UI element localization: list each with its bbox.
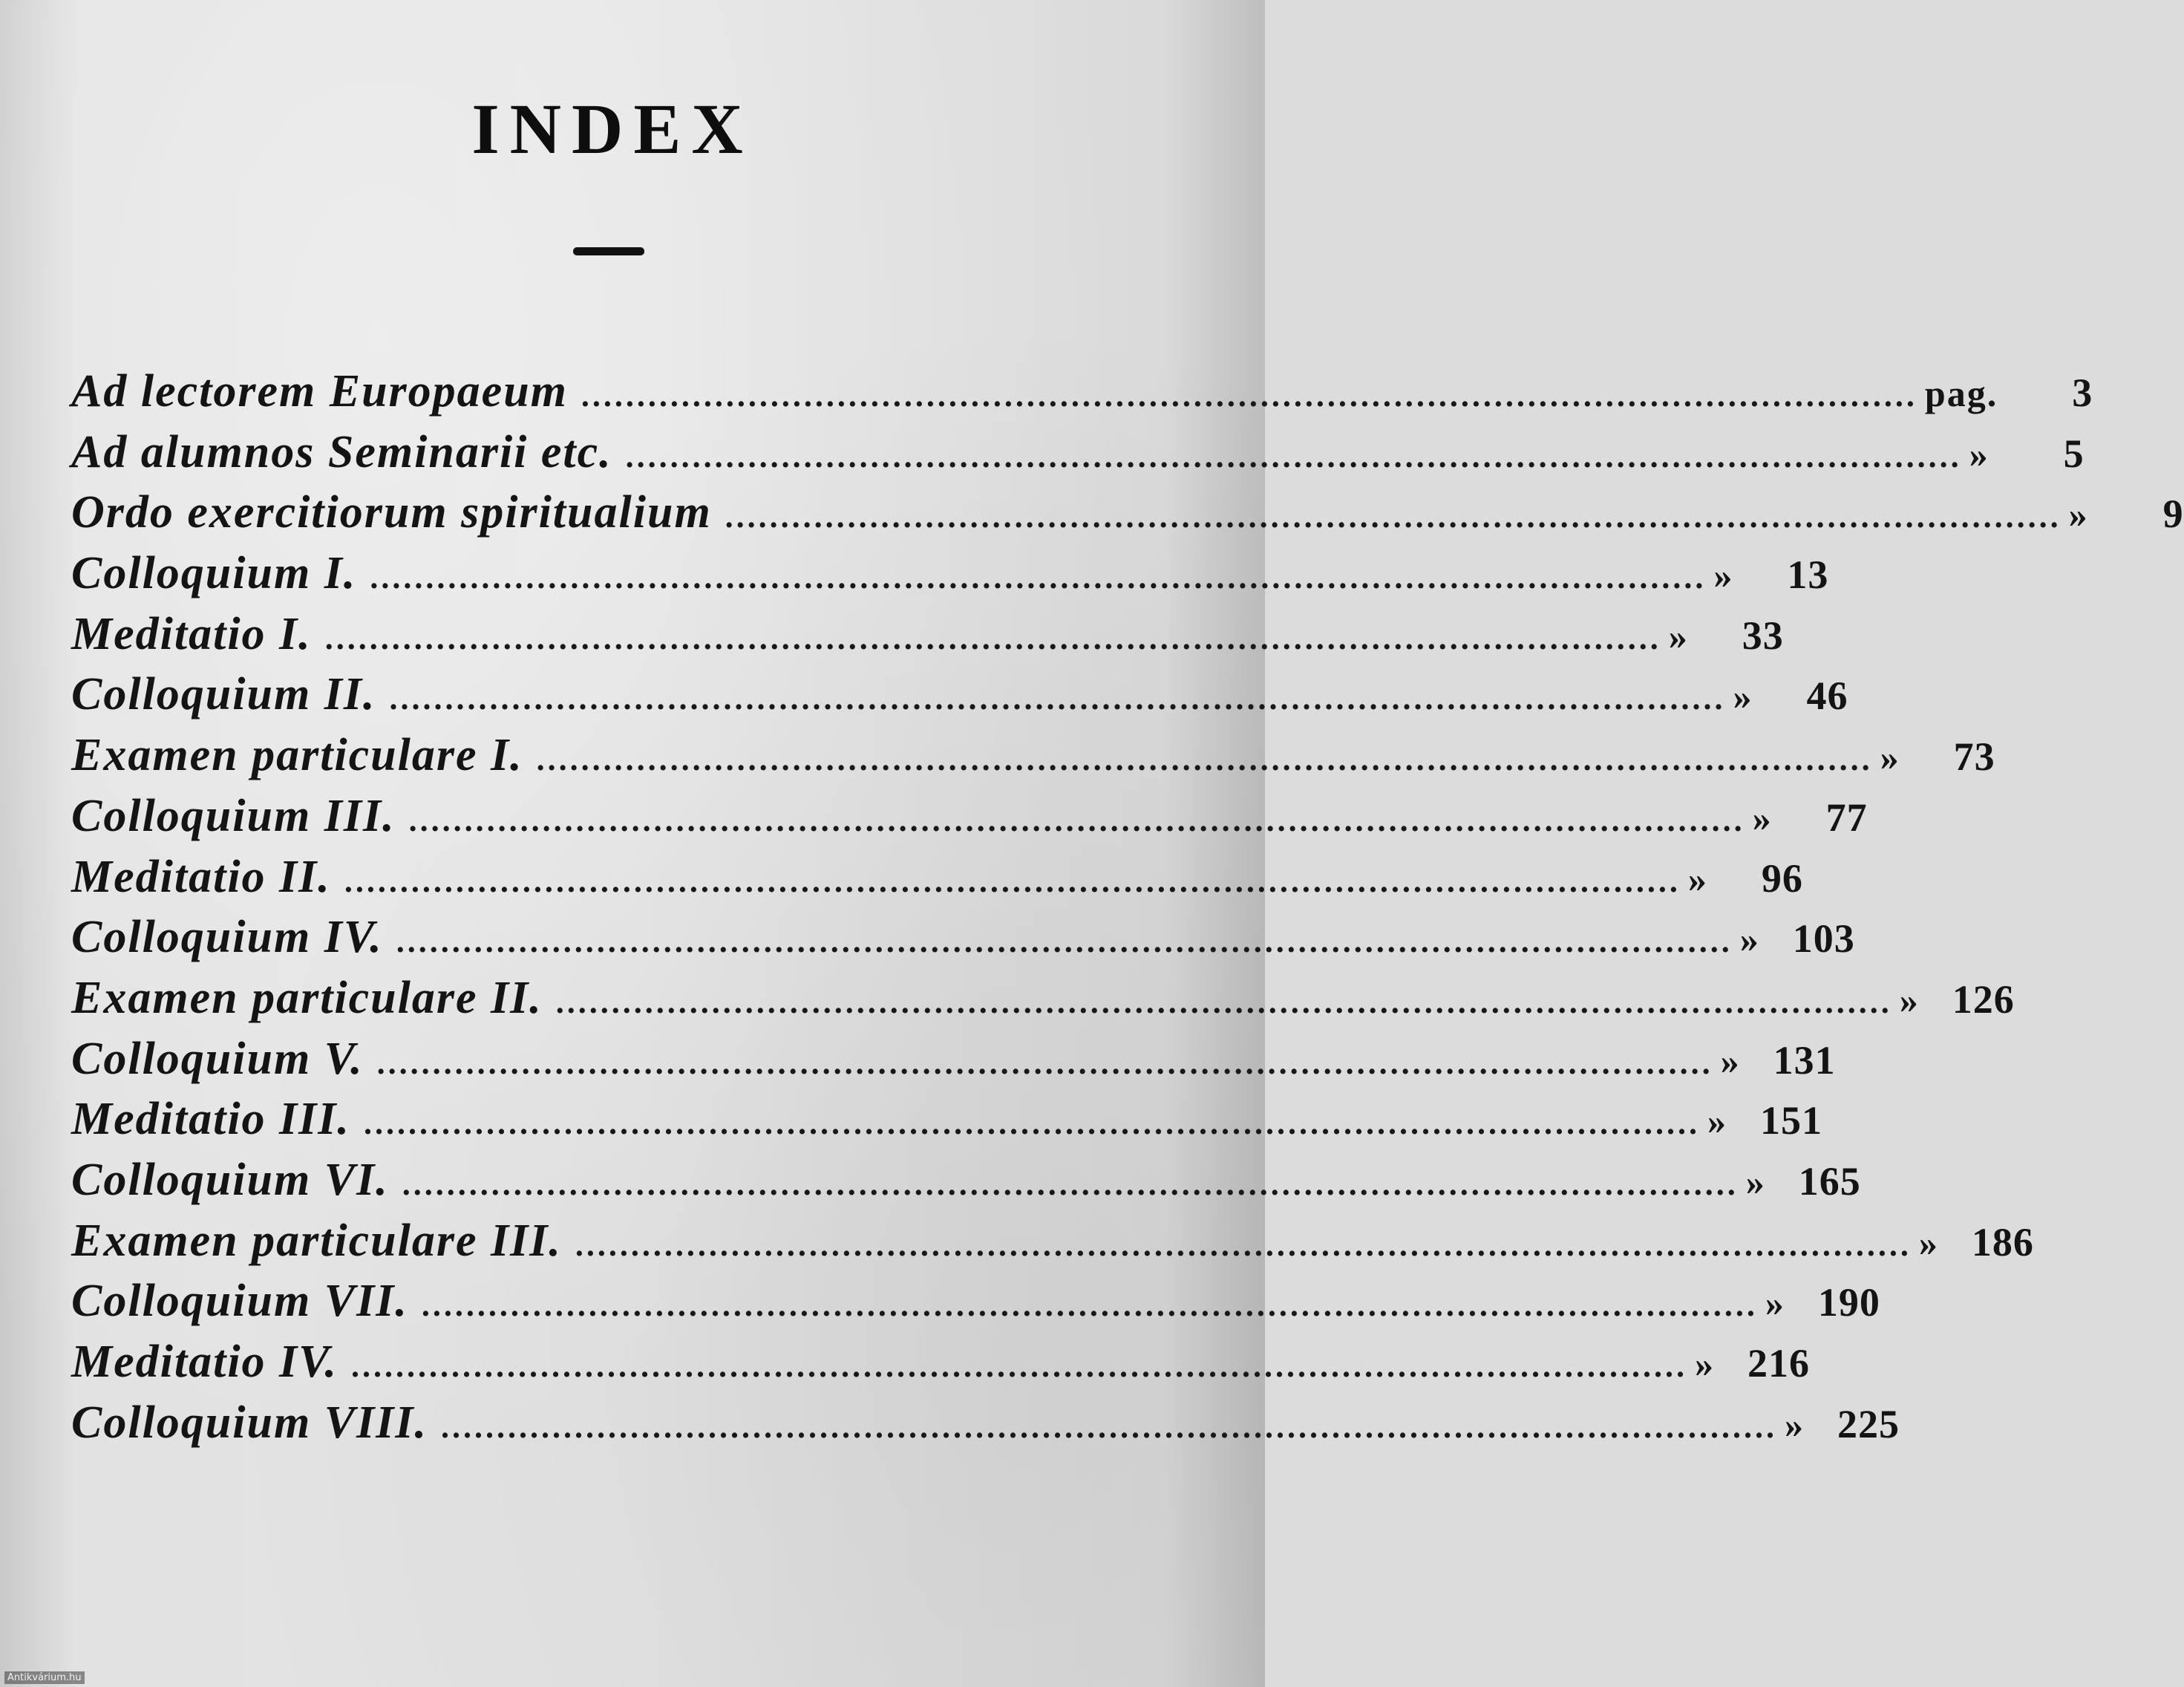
entry-marker: »: [1739, 918, 1760, 961]
entry-title: Meditatio I.: [71, 608, 312, 659]
entry-page-number: 151: [1759, 1098, 1822, 1143]
entry-title: Ad lectorem Europaeum: [71, 366, 568, 417]
entry-title: Colloquium IV.: [71, 912, 383, 963]
dot-leader: ........................................................................................................................: [408, 801, 1745, 838]
entry-marker: »: [1918, 1221, 1939, 1264]
dot-leader: ........................................................................................................................: [344, 862, 1681, 899]
dot-leader: ........................................................................................................................: [725, 498, 2062, 535]
entry-title: Ad alumnos Seminarii etc.: [71, 426, 612, 477]
page-title: INDEX: [471, 89, 753, 169]
dot-leader: ........................................................................................................................: [396, 923, 1733, 960]
entry-marker: »: [1745, 1161, 1766, 1203]
dot-leader: ........................................................................................................................: [402, 1165, 1739, 1202]
index-entry: [71, 790, 1868, 851]
entry-marker: »: [1969, 433, 1990, 475]
entry-page-number: 3: [2072, 371, 2093, 415]
entry-title: Colloquium VI.: [71, 1154, 389, 1205]
entry-title: Colloquium VIII.: [71, 1397, 428, 1448]
dot-leader: ........................................................................................................................: [370, 559, 1707, 596]
entry-title: Colloquium I.: [71, 548, 357, 599]
entry-title: Colloquium V.: [71, 1033, 364, 1084]
index-entry: [71, 668, 1848, 729]
entry-marker: »: [1752, 797, 1773, 839]
dot-leader: ........................................................................................................................: [555, 983, 1892, 1020]
dot-leader: ........................................................................................................................: [440, 1408, 1777, 1445]
entry-page-number: 46: [1806, 673, 1848, 719]
index-entry: [71, 1033, 1836, 1094]
entry-title: Examen particulare I.: [71, 730, 523, 781]
watermark-label: Antikvárium.hu: [4, 1671, 85, 1684]
entry-page-number: 103: [1792, 916, 1855, 962]
entry-page-number: 33: [1742, 613, 1784, 658]
dot-leader: ........................................................................................................................: [389, 680, 1726, 717]
entry-marker: »: [1668, 615, 1689, 657]
index-entry: [71, 426, 2085, 487]
entry-title: Meditatio III.: [71, 1094, 350, 1145]
entry-title: Colloquium III.: [71, 790, 396, 841]
entry-page-number: 13: [1787, 552, 1829, 598]
entry-page-number: 190: [1817, 1280, 1880, 1325]
entry-marker: »: [1784, 1403, 1805, 1446]
entry-page-number: 5: [2063, 431, 2085, 476]
entry-marker: »: [1765, 1282, 1785, 1325]
index-entry: [71, 365, 2093, 426]
index-entry: [71, 1336, 1811, 1397]
dot-leader: ........................................................................................................................: [581, 377, 1917, 414]
entry-marker: pag.: [1924, 373, 1998, 414]
entry-title: Meditatio IV.: [71, 1337, 339, 1387]
dot-leader: ........................................................................................................................: [324, 619, 1661, 656]
index-entry: [71, 1275, 1880, 1336]
index-entry: [71, 1397, 1900, 1458]
entry-marker: »: [1713, 555, 1734, 597]
entry-marker: »: [1707, 1100, 1727, 1143]
entry-page-number: 216: [1747, 1341, 1811, 1386]
entry-page-number: 126: [1952, 976, 2015, 1022]
index-entry: [71, 1215, 2034, 1276]
dot-leader: ........................................................................................................................: [376, 1044, 1713, 1081]
index-entry: [71, 1093, 1822, 1154]
entry-title: Ordo exercitiorum spiritualium: [71, 487, 712, 538]
index-entry: [71, 547, 1829, 608]
entry-marker: »: [1733, 676, 1753, 718]
entry-page-number: 165: [1798, 1158, 1861, 1204]
index-entry: [71, 729, 1995, 790]
entry-marker: »: [1720, 1040, 1741, 1082]
index-entry: [71, 851, 1803, 912]
index-entry: [71, 1154, 1861, 1215]
dot-leader: ........................................................................................................................: [421, 1287, 1758, 1324]
index-entry: [71, 972, 2015, 1033]
index-entry: [71, 911, 1855, 972]
entry-page-number: 9: [2162, 492, 2184, 537]
entry-page-number: 225: [1837, 1401, 1900, 1446]
dot-leader: ........................................................................................................................: [575, 1226, 1912, 1263]
entry-marker: »: [1695, 1343, 1716, 1385]
index-entry: [71, 608, 1784, 669]
entry-marker: »: [1687, 858, 1708, 900]
entry-page-number: 77: [1825, 794, 1868, 840]
dot-leader: ........................................................................................................................: [536, 741, 1873, 778]
entry-marker: »: [1899, 979, 1920, 1021]
entry-title: Examen particulare II.: [71, 972, 543, 1023]
entry-page-number: 186: [1971, 1219, 2034, 1265]
entry-page-number: 131: [1773, 1037, 1836, 1083]
entry-title: Colloquium II.: [71, 669, 376, 720]
index-entry: [71, 486, 2184, 547]
entry-title: Colloquium VII.: [71, 1276, 408, 1327]
dot-leader: ........................................................................................................................: [625, 437, 1962, 474]
entry-marker: »: [2068, 494, 2089, 536]
entry-page-number: 96: [1761, 855, 1803, 901]
entry-page-number: 73: [1953, 734, 1995, 780]
dot-leader: ........................................................................................................................: [363, 1105, 1700, 1142]
entry-title: Examen particulare III.: [71, 1215, 562, 1266]
index-list: [71, 365, 2184, 1457]
entry-marker: »: [1880, 737, 1900, 779]
entry-title: Meditatio II.: [71, 851, 331, 902]
dot-leader: ........................................................................................................................: [351, 1348, 1688, 1384]
title-rule: [573, 247, 644, 255]
